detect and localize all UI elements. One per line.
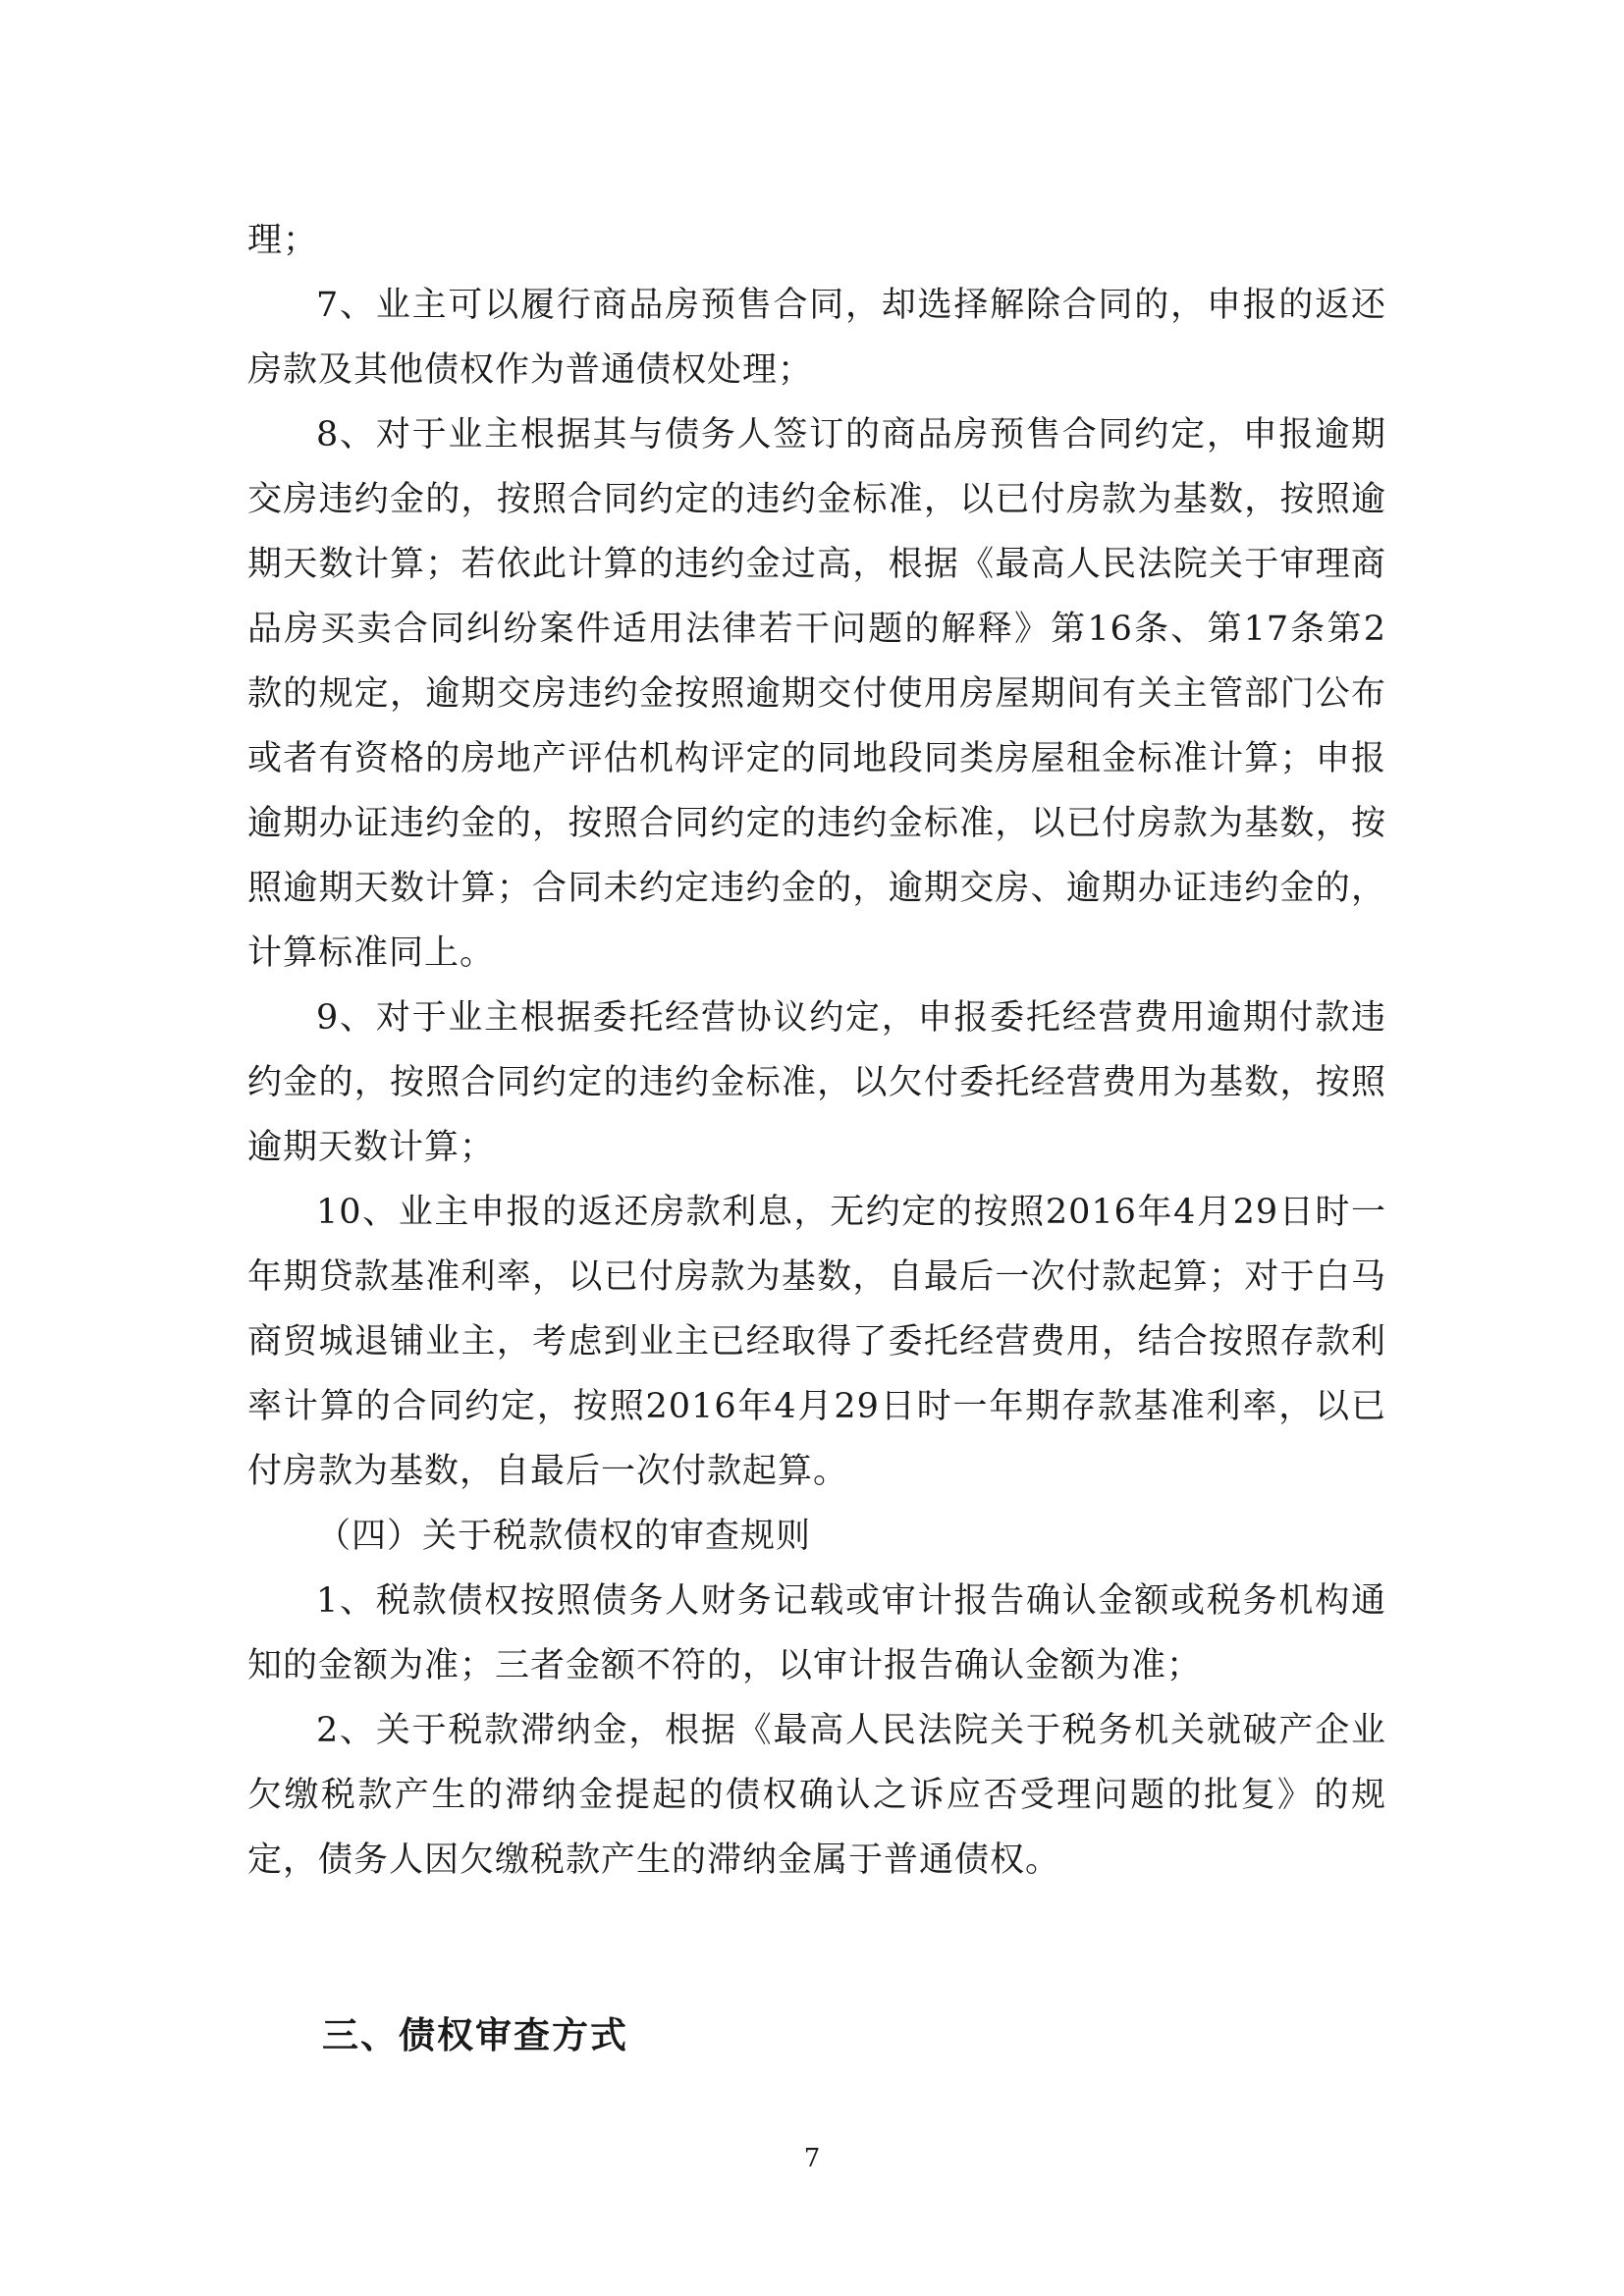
body-text (247, 208, 1386, 1893)
paragraph-continuation: 理； (247, 221, 319, 260)
paragraph-item-7: 7、业主可以履行商品房预售合同，却选择解除合同的，申报的返还房款及其他债权作为普通债权处理； (247, 286, 1386, 390)
paragraph-item-8: 8、对于业主根据其与债务人签订的商品房预售合同约定，申报逾期交房违约金的，按照合同约定的违约金标准，以已付房款为基数，按照逾期天数计算；若依此计算的违约金过高，根据《最高人民法院关于审理商品房买卖合同纠纷案件适用法律若干问题的解释》第16条、第17条第2款的规定，逾期交房违约金按照逾期交付使用房屋期间有关主管部门公布或者有资格的房地产评估机构评定的同地段同类房屋租金标准计算；申报逾期办证违约金的，按照合同约定的违约金标准，以已付房款为基数，按照逾期天数计算；合同未约定违约金的，逾期交房、逾期办证违约金的，计算标准同上。 (247, 415, 1386, 973)
page-number: 7 (803, 2144, 821, 2173)
paragraph-tax-1: 1、税款债权按照债务人财务记载或审计报告确认金额或税务机构通知的金额为准；三者金额不符的，以审计报告确认金额为准； (247, 1581, 1386, 1685)
subsection-heading-tax: （四）关于税款债权的审查规则 (316, 1517, 812, 1556)
paragraph-tax-2: 2、关于税款滞纳金，根据《最高人民法院关于税务机关就破产企业欠缴税款产生的滞纳金提起的债权确认之诉应否受理问题的批复》的规定，债务人因欠缴税款产生的滞纳金属于普通债权。 (247, 1711, 1386, 1880)
paragraph-item-9: 9、对于业主根据委托经营协议约定，申报委托经营费用逾期付款违约金的，按照合同约定的违约金标准，以欠付委托经营费用为基数，按照逾期天数计算； (247, 998, 1386, 1167)
section-heading: 三、债权审查方式 (322, 2013, 628, 2056)
paragraph-item-10: 10、业主申报的返还房款利息，无约定的按照2016年4月29日时一年期贷款基准利率，以已付房款为基数，自最后一次付款起算；对于白马商贸城退铺业主，考虑到业主已经取得了委托经营费用，结合按照存款利率计算的合同约定，按照2016年4月29日时一年期存款基准利率，以已付房款为基数，自最后一次付款起算。 (247, 1193, 1386, 1491)
